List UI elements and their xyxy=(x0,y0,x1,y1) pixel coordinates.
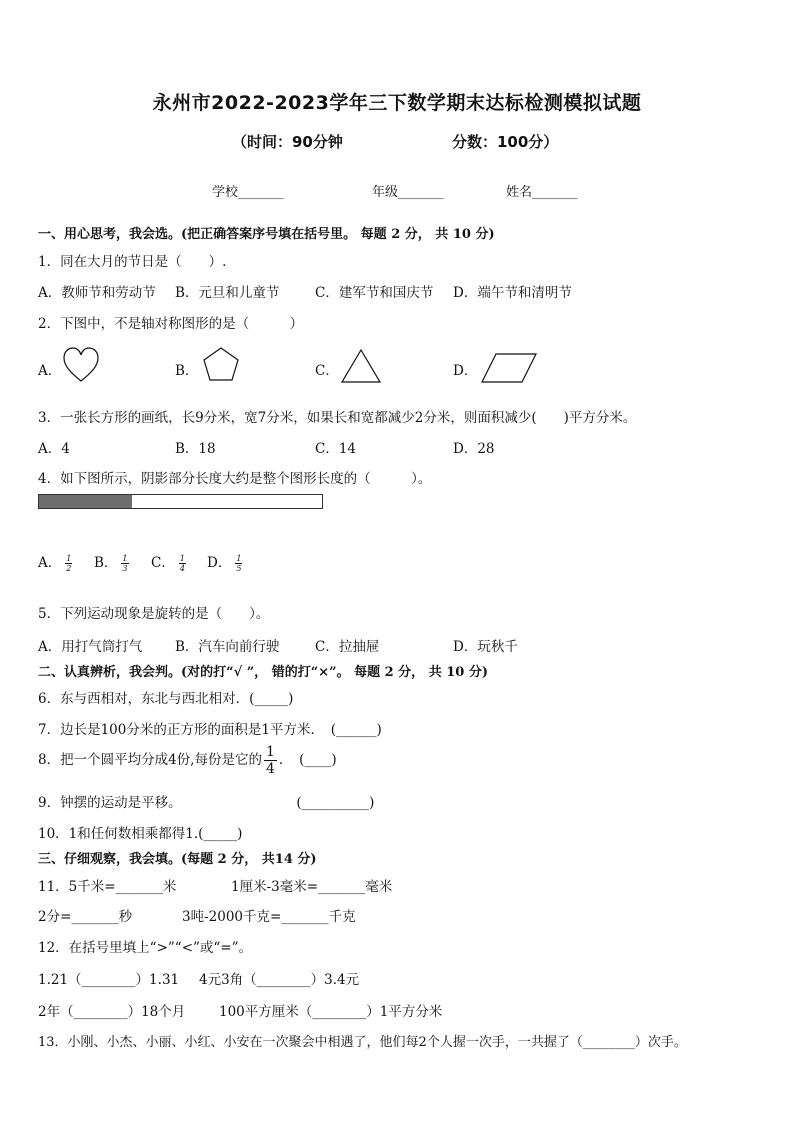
question-5-stem: 5．下列运动现象是旋转的是（ ）。 xyxy=(38,606,270,622)
question-1-option-b: B．元旦和儿童节 xyxy=(175,285,280,301)
question-2-option-d: D． xyxy=(453,363,478,379)
question-8: 8．把一个圆平均分成4份,每份是它的 $\frac{1}{4}$ ． (____) xyxy=(38,744,337,777)
question-2-stem: 2．下图中，不是轴对称图形的是（ ） xyxy=(38,316,304,332)
question-1-option-c: C．建军节和国庆节 xyxy=(315,285,434,301)
question-3-option-c: C．14 xyxy=(315,441,357,457)
question-2-option-b: B． xyxy=(175,363,199,379)
question-12-part-a: 1.21（________）1.31 xyxy=(38,972,180,988)
question-1-stem: 1．同在大月的节日是（ ）. xyxy=(38,254,227,270)
question-5-option-c: C．拉抽屉 xyxy=(315,639,380,655)
question-5-option-b: B．汽车向前行驶 xyxy=(175,639,280,655)
question-12-part-d: 100平方厘米（________）1平方分米 xyxy=(219,1004,443,1020)
question-12-part-b: 4元3角（________）3.4元 xyxy=(199,972,360,988)
question-6: 6．东与西相对，东北与西北相对．(_____) xyxy=(38,691,294,707)
question-7: 7．边长是100分米的正方形的面积是1平方米． (______) xyxy=(38,722,382,738)
question-11-part-a: 11．5千米=_______米 xyxy=(38,879,177,895)
section-3-heading: 三、仔细观察，我会填。(每题 2 分， 共14 分) xyxy=(38,852,317,867)
question-5-option-a: A．用打气筒打气 xyxy=(38,639,143,655)
question-4-option-b: B． $\frac{1}{3}$ xyxy=(94,554,128,573)
grade-field: 年级_______ xyxy=(372,185,444,200)
section-1-heading: 一、用心思考，我会选。(把正确答案序号填在括号里。 每题 2 分， 共 10 分) xyxy=(38,227,495,242)
page-title: 永州市2022-2023学年三下数学期末达标检测模拟试题 xyxy=(152,92,642,114)
question-1-option-d: D．端午节和清明节 xyxy=(453,285,572,301)
question-3-option-a: A．4 xyxy=(38,441,70,457)
exam-time: （时间：90分钟 xyxy=(232,133,343,151)
question-4-stem: 4．如下图所示，阴影部分长度大约是整个图形长度的（ ）。 xyxy=(38,471,432,487)
question-11-part-d: 3吨-2000千克=_______千克 xyxy=(182,909,356,925)
question-12-stem: 12．在括号里填上“>”“<”或“=”。 xyxy=(38,940,253,956)
question-10: 10．1和任何数相乘都得1.(_____) xyxy=(38,826,243,842)
question-2-option-a: A． xyxy=(38,363,62,379)
name-field: 姓名_______ xyxy=(506,185,578,200)
parallelogram-shape-icon xyxy=(480,352,538,384)
question-4-option-a: A． $\frac{1}{2}$ xyxy=(38,554,72,573)
question-13: 13．小刚、小杰、小丽、小红、小安在一次聚会中相遇了，他们每2个人握一次手，一共握了（________）次手。 xyxy=(38,1035,687,1050)
pentagon-shape-icon xyxy=(201,346,241,384)
school-field: 学校_______ xyxy=(212,185,284,200)
length-bar-figure xyxy=(38,494,323,509)
shaded-bar-portion xyxy=(39,495,132,508)
question-11-part-b: 1厘米-3毫米=_______毫米 xyxy=(231,879,393,895)
question-2-option-c: C． xyxy=(315,363,339,379)
question-1-option-a: A．教师节和劳动节 xyxy=(38,285,156,301)
section-2-heading: 二、认真辨析，我会判。(对的打“√ ”， 错的打“×”。 每题 2 分， 共 10 分) xyxy=(38,665,488,680)
question-11-part-c: 2分=_______秒 xyxy=(38,909,133,925)
question-3-option-b: B．18 xyxy=(175,441,216,457)
question-9: 9．钟摆的运动是平移。 (__________) xyxy=(38,795,375,811)
heart-shape-icon xyxy=(62,346,100,384)
question-12-part-c: 2年（________）18个月 xyxy=(38,1004,186,1020)
question-4-option-d: D． $\frac{1}{5}$ xyxy=(207,554,242,573)
question-3-stem: 3．一张长方形的画纸，长9分米，宽7分米，如果长和宽都减少2分米，则面积减少( )平方分米。 xyxy=(38,410,637,426)
question-5-option-d: D．玩秋千 xyxy=(453,639,518,655)
triangle-shape-icon xyxy=(340,348,382,384)
exam-score: 分数：100分） xyxy=(452,133,559,151)
question-4-option-c: C． $\frac{1}{4}$ xyxy=(151,554,185,573)
question-3-option-d: D．28 xyxy=(453,441,495,457)
